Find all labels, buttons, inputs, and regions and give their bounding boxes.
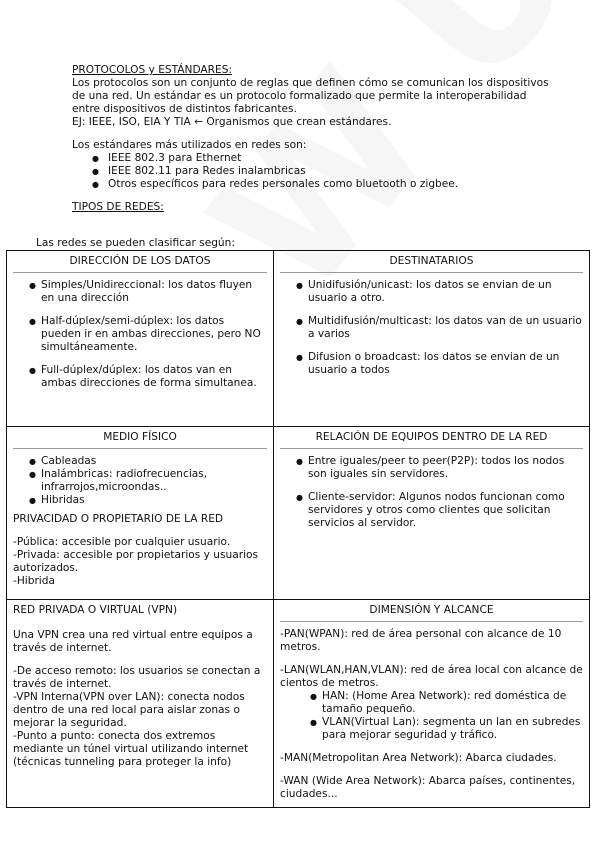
dimension-pan: -PAN(WPAN): red de área personal con alcance de 10 metros. — [280, 628, 562, 653]
cell-title: DIRECCIÓN DE LOS DATOS — [13, 255, 267, 273]
cell-title: RELACIÓN DE EQUIPOS DENTRO DE LA RED — [280, 431, 583, 449]
vpn-line: -De acceso remoto: los usuarios se conectan a través de internet. — [13, 665, 261, 690]
privacy-line: -Privada: accesible por propietarios y usuarios autorizados. — [13, 549, 259, 574]
list-item: ● IEEE 802.3 para Ethernet — [90, 152, 552, 165]
cell-direccion — [7, 251, 273, 426]
standards-list — [72, 152, 552, 191]
vpn-paragraph: Una VPN crea una red virtual entre equipos a través de internet. — [13, 629, 253, 654]
list-item: ● Unidifusión/unicast: los datos se envian de un usuario a otro. — [294, 279, 583, 305]
vpn-line: -VPN Interna(VPN over LAN): conecta nodos dentro de una red local para aislar zonas o mejorar la seguridad. — [13, 691, 245, 729]
section-title-protocolos: PROTOCOLOS y ESTÁNDARES: — [72, 64, 233, 76]
cell-destinatarios — [274, 251, 589, 426]
cell-title: MEDIO FÍSICO — [13, 431, 267, 449]
intro-section — [72, 64, 552, 214]
cell-title: RED PRIVADA O VIRTUAL (VPN) — [13, 604, 178, 616]
cell-dimension — [274, 600, 589, 807]
list-item: ● Difusion o broadcast: los datos se envian de un usuario a todos — [294, 351, 583, 377]
privacy-line: -Hibrida — [13, 575, 55, 587]
cell-title: DESTINATARIOS — [280, 255, 583, 273]
list-item: ● Entre iguales/peer to peer(P2P): todos los nodos son iguales sin servidores. — [294, 455, 583, 481]
dimension-lan: -LAN(WLAN,HAN,VLAN): red de área local con alcance de cientos de metros. — [280, 664, 583, 689]
intro-paragraph: Los protocolos son un conjunto de reglas que definen cómo se comunican los dispositivos de una red. Un estándar es un protocolo formalizado que permite la interoperabilidad entre dispositivos de distintos fabricantes. — [72, 77, 549, 115]
list-item: ● IEEE 802.11 para Redes inalambricas — [90, 165, 552, 178]
list-item: ● Cliente-servidor: Algunos nodos funcionan como servidores y otros como clientes que solicitan servicios al servidor. — [294, 491, 583, 530]
privacy-title: PRIVACIDAD O PROPIETARIO DE LA RED — [13, 513, 224, 525]
list-item: ● VLAN(Virtual Lan): segmenta un lan en subredes para mejorar seguridad y tráfico. — [308, 716, 583, 742]
list-item: ● Half-dúplex/semi-dúplex: los datos pueden ir en ambas direcciones, pero NO simultáneamente. — [27, 315, 267, 354]
list-item: ● Otros específicos para redes personales como bluetooth o zigbee. — [90, 178, 552, 191]
cell-vpn — [7, 600, 273, 807]
network-types-table — [6, 250, 590, 808]
list-item: ● Multidifusión/multicast: los datos van de un usuario a varios — [294, 315, 583, 341]
list-item: ● Hibridas — [27, 494, 267, 507]
section-title-tipos: TIPOS DE REDES: — [72, 201, 164, 213]
cell-title: DIMENSIÓN Y ALCANCE — [280, 604, 583, 622]
types-subtitle: Las redes se pueden clasificar según: — [36, 237, 235, 249]
list-item: ● Cableadas — [27, 455, 267, 468]
list-item: ● HAN: (Home Area Network): red doméstica de tamaño pequeño. — [308, 690, 583, 716]
dimension-man: -MAN(Metropolitan Area Network): Abarca ciudades. — [280, 752, 557, 764]
list-item: ● Inalámbricas: radiofrecuencias, infrarrojos,microondas.. — [27, 468, 267, 494]
list-item: ● Full-dúplex/dúplex: los datos van en ambas direcciones de forma simultanea. — [27, 364, 267, 390]
cell-medio — [7, 427, 273, 599]
vpn-line: -Punto a punto: conecta dos extremos mediante un túnel virtual utilizando internet (técnicas tunneling para proteger la info) — [13, 730, 249, 768]
privacy-line: -Pública: accesible por cualquier usuario. — [13, 536, 231, 548]
list-item: ● Simples/Unidireccional: los datos fluyen en una dirección — [27, 279, 267, 305]
dimension-wan: -WAN (Wide Area Network): Abarca países, continentes, ciudades... — [280, 775, 576, 800]
intro-example: EJ: IEEE, ISO, EIA Y TIA ← Organismos que crean estándares. — [72, 116, 392, 128]
cell-relacion — [274, 427, 589, 599]
standards-lead: Los estándares más utilizados en redes son: — [72, 139, 307, 151]
